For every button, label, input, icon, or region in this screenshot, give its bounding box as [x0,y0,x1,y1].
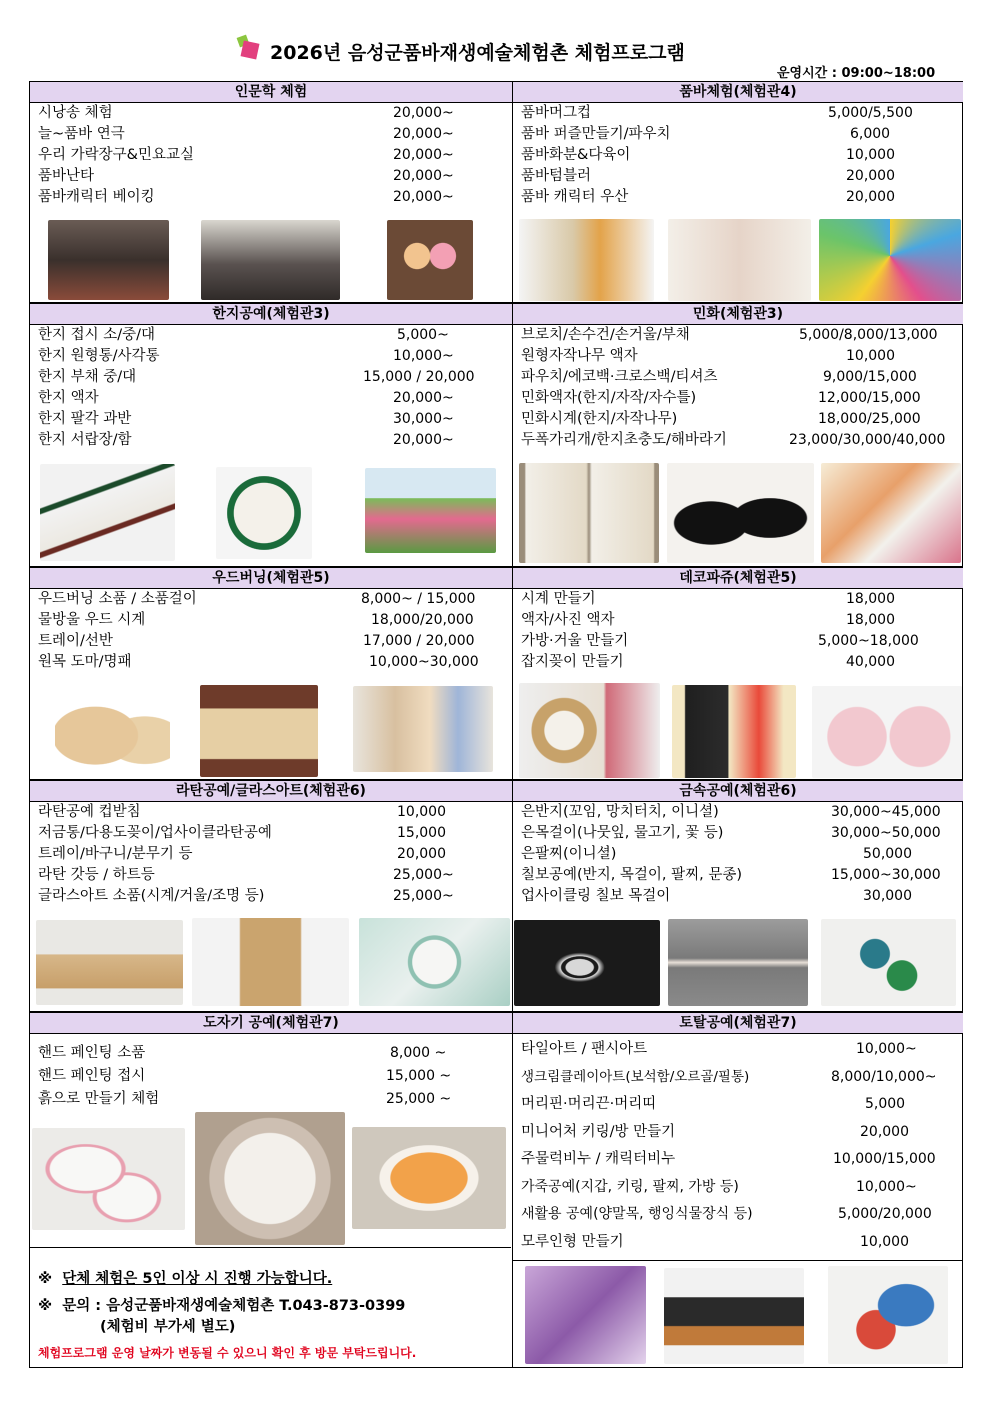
photo-leather-goods [664,1268,804,1364]
section-title: 한지공예(체험관3) [30,303,512,325]
photo-glass-clock [359,918,510,1006]
page-title: 2026년 음성군품바재생예술체험촌 체험프로그램 [270,42,685,64]
photo-silver-bracelet [668,919,808,1006]
list-item: 한지 부채 중/대 15,000 / 20,000 [38,369,475,385]
list-item: 품바 퍼즐만들기/파우치 6,000 [521,126,891,142]
list-item: 은팔찌(이니셜) 50,000 [521,846,912,862]
section-humanities [30,82,512,208]
list-item: 가죽공예(지갑, 키링, 팔찌, 가방 등) 10,000~ [521,1178,917,1195]
photo-rattan-holder [192,918,349,1006]
section-title: 우드버닝(체험관5) [30,567,512,589]
photo-hanji-frames [40,464,175,561]
section-rattan [30,780,512,907]
logo-icon [238,36,260,58]
list-item: 품바난타 20,000~ [38,168,454,184]
column-divider [512,1248,513,1368]
photo-minhwa-shoes [667,463,814,563]
list-item: 액자/사진 액자 18,000 [521,612,895,628]
photo-clay-plate [195,1112,345,1245]
list-item: 한지 서랍장/함 20,000~ [38,432,454,448]
list-item: 브로치/손수건/손거울/부채 5,000/8,000/13,000 [521,327,938,343]
list-item: 시계 만들기 18,000 [521,591,895,607]
list-item: 핸드 페인팅 소품 8,000 ~ [38,1045,447,1061]
list-item: 저금통/다용도꽂이/업사이클라탄공예 15,000 [38,825,446,841]
photo-drama-class [201,220,340,300]
list-item: 핸드 페인팅 접시 15,000 ~ [38,1068,452,1084]
photo-character-cookies [387,220,473,300]
list-item: 미니어처 키링/방 만들기 20,000 [521,1123,909,1140]
list-item: 품바캐릭터 베이킹 20,000~ [38,189,454,205]
list-item: 칠보공예(반지, 목걸이, 팔찌, 문종) 15,000~30,000 [521,867,941,883]
list-item: 은반지(꼬임, 망치터치, 이니셜) 30,000~45,000 [521,804,941,820]
photo-decoupage-bowls [812,686,962,778]
list-item: 머리핀·머리끈·머리띠 5,000 [521,1096,906,1112]
photo-minhwa-crafts [821,463,961,563]
list-item: 시낭송 체험 20,000~ [38,105,454,121]
list-item: 한지 액자 20,000~ [38,390,454,406]
operating-hours: 운영시간 : 09:00~18:00 [777,66,936,81]
notice-contact: ※ 문의 : 음성군품바재생예술체험촌 T.043-873-0399 [38,1298,406,1314]
list-item: 업사이클링 칠보 목걸이 30,000 [521,888,912,904]
list-item: 민화액자(한지/자작/자수틀) 12,000/15,000 [521,390,921,406]
list-item: 은목걸이(나뭇잎, 물고기, 꽃 등) 30,000~50,000 [521,825,941,841]
list-item: 품바 캐릭터 우산 20,000 [521,189,895,205]
notice-box [38,1267,508,1361]
section-title: 도자기 공예(체험관7) [30,1012,512,1034]
photo-minhwa-folding-screen [519,463,659,563]
section-title: 토탈공예(체험관7) [513,1012,963,1034]
list-item: 타일아트 / 팬시아트 10,000~ [521,1041,917,1057]
list-item: 품바화분&다육이 10,000 [521,147,895,163]
notice-group-minimum: ※ 단체 체험은 5인 이상 시 진행 가능합니다. [38,1271,333,1287]
section-minhwa [513,303,963,451]
photo-hanji-octagon-tray [216,467,312,559]
list-item: 품바텀블러 20,000 [521,168,895,184]
notice-vat: (체험비 부가세 별도) [100,1319,236,1335]
list-item: 한지 접시 소/중/대 5,000~ [38,327,449,343]
photo-pumba-umbrellas [819,219,961,301]
photo-wood-clocks [55,685,170,777]
photo-miniature-room [525,1266,646,1364]
photo-decoupage-frames [519,683,660,778]
page-header [0,30,992,80]
section-woodburning [30,567,512,673]
list-item: 라탄 갓등 / 하트등 25,000~ [38,867,454,883]
photo-poetry-performance [48,220,169,300]
photo-painted-plates [32,1128,185,1230]
photo-wood-cars [353,686,493,772]
list-item: 원목 도마/명패 10,000~30,000 [38,654,479,670]
list-item: 우드버닝 소품 / 소품걸이 8,000~ / 15,000 [38,591,476,607]
list-item: 새활용 공예(양말목, 행잉식물장식 등) 5,000/20,000 [521,1206,932,1222]
list-item: 한지 팔각 과반 30,000~ [38,411,454,427]
photo-rattan-basket [36,920,183,1005]
section-title: 민화(체험관3) [513,303,963,325]
notice-date-change: 체험프로그램 운영 날짜가 변동될 수 있으니 확인 후 방문 부탁드립니다. [38,1346,417,1360]
section-metal [513,780,963,907]
photo-decoupage-bags [672,685,796,778]
section-decoupage [513,567,963,673]
section-title: 인문학 체험 [30,82,512,103]
photo-pumba-cups [668,219,811,301]
photo-hanji-paintings [365,468,496,553]
photo-cat-plate [352,1127,506,1229]
list-item: 주물럭비누 / 캐릭터비누 10,000/15,000 [521,1151,936,1167]
list-item: 모루인형 만들기 10,000 [521,1233,909,1250]
list-item: 가방·거울 만들기 5,000~18,000 [521,633,919,649]
program-table [29,81,963,1368]
list-item: 파우치/에코백·크로스백/티셔츠 9,000/15,000 [521,369,917,385]
list-item: 생크림클레이아트(보석함/오르골/필통) 8,000/10,000~ [521,1068,937,1085]
section-hanji [30,303,512,451]
list-item: 우리 가락장구&민요교실 20,000~ [38,147,454,163]
section-total [513,1012,963,1256]
list-item: 트레이/선반 17,000 / 20,000 [38,633,475,649]
photo-enamel-jewelry [821,919,956,1006]
list-item: 흙으로 만들기 체험 25,000 ~ [38,1091,452,1107]
section-ceramics [30,1012,512,1111]
section-title: 라탄공예/글라스아트(체험관6) [30,780,512,802]
photo-tile-art [828,1266,948,1364]
section-title: 데코파쥬(체험관5) [513,567,963,589]
photo-pumba-mugs [519,219,654,301]
photo-silver-rings [514,920,660,1006]
list-item: 글라스아트 소품(시계/거울/조명 등) 25,000~ [38,888,454,904]
list-item: 잡지꽂이 만들기 40,000 [521,654,895,670]
section-title: 품바체험(체험관4) [513,82,963,103]
list-item: 원형자작나무 액자 10,000 [521,348,895,364]
list-item: 품바머그컵 5,000/5,500 [521,105,913,121]
list-item: 민화시계(한지/자작나무) 18,000/25,000 [521,411,921,427]
section-title: 금속공예(체험관6) [513,780,963,802]
list-item: 늘~품바 연극 20,000~ [38,126,454,142]
list-item: 두폭가리개/한지초충도/해바라기 23,000/30,000/40,000 [521,432,946,448]
photo-wood-house-hangers [200,685,318,777]
list-item: 물방울 우드 시계 18,000/20,000 [38,612,474,628]
list-item: 트레이/바구니/분무기 등 20,000 [38,846,446,862]
list-item: 한지 원형통/사각통 10,000~ [38,348,454,364]
list-item: 라탄공예 컵받침 10,000 [38,804,446,820]
section-pumba [513,82,963,208]
